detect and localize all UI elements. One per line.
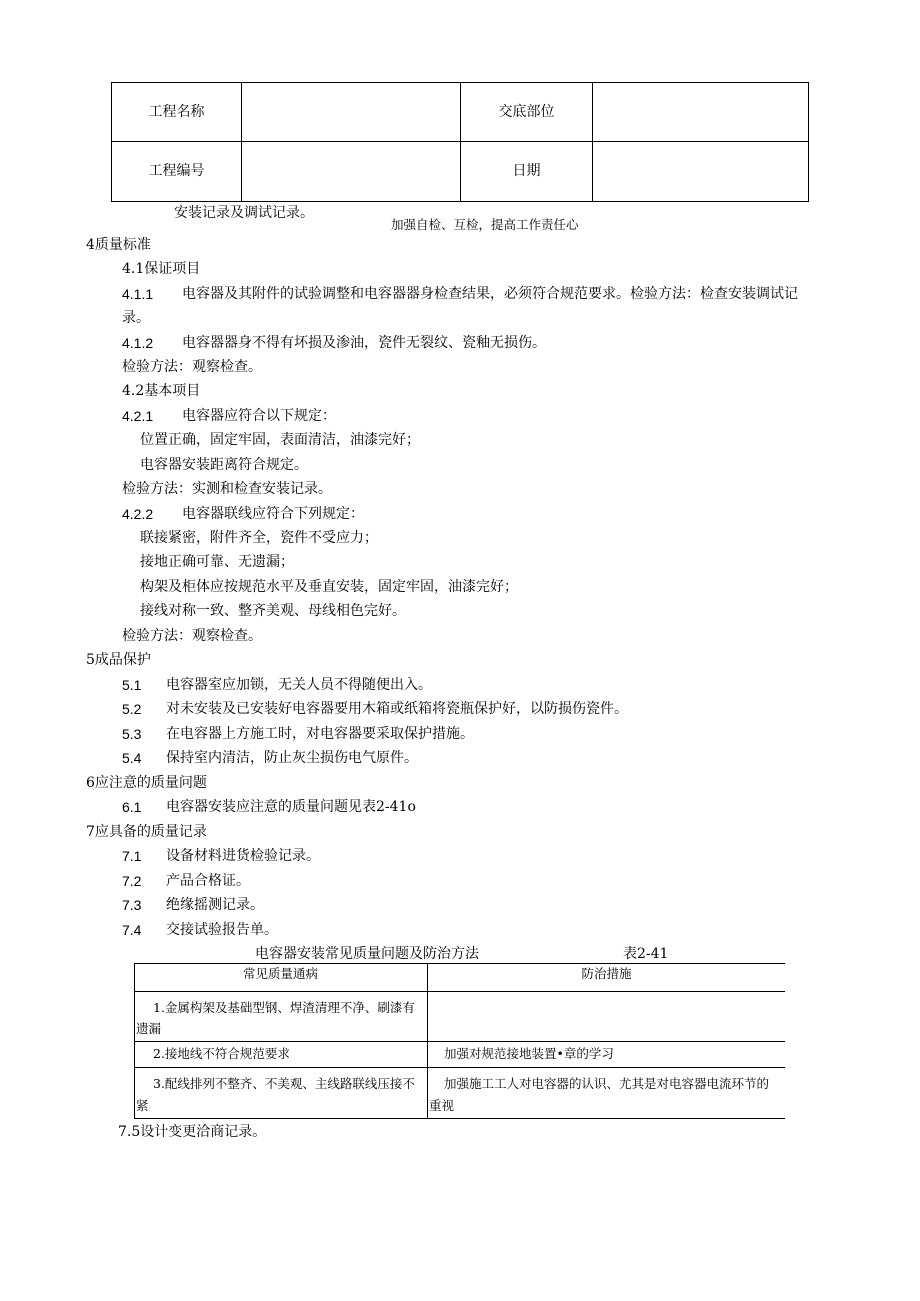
self-check-line: 加强自检、互检，提高工作责任心	[391, 217, 579, 232]
item-number: 5.2	[122, 701, 142, 717]
item-4-2-1-text: 电容器应符合以下规定：	[182, 408, 336, 424]
column-header-problem: 常见质量通病	[242, 966, 318, 981]
row3-problem-cont: 紧	[136, 1098, 149, 1113]
item-4-2-2-point: 联接紧密，附件齐全，瓷件不受应力；	[140, 530, 378, 546]
handover-part-label: 交底部位	[498, 104, 555, 120]
item-4-1-1-number: 4.1.1	[122, 286, 154, 302]
list-item: 交接试验报告单。	[166, 922, 278, 938]
item-number: 5.4	[122, 750, 142, 766]
list-item: 设备材料进货检验记录。	[166, 848, 320, 864]
date-label: 日期	[512, 163, 541, 179]
list-item: 电容器安装应注意的质量问题见表2-41o	[166, 799, 416, 815]
header-table-divider	[241, 83, 242, 201]
row2-measure: 加强对规范接地装置•章的学习	[444, 1046, 614, 1061]
item-4-1-2-text: 电容器器身不得有坏损及渗油，瓷件无裂纹、瓷釉无损伤。	[182, 335, 546, 351]
row1-problem-cont: 遗漏	[136, 1021, 162, 1036]
section-7-title: 7应具备的质量记录	[86, 824, 207, 840]
row1-problem: 1.金属构架及基础型钢、焊渣清理不净、刷漆有	[153, 1000, 415, 1015]
item-number: 5.1	[122, 677, 142, 693]
item-number: 7.1	[122, 848, 142, 864]
item-number: 7.4	[122, 922, 142, 938]
list-item: 保持室内清洁，防止灰尘损伤电气原件。	[166, 750, 418, 766]
section-6-title: 6应注意的质量问题	[86, 775, 207, 791]
table-rule	[134, 1041, 785, 1042]
item-4-2-2-number: 4.2.2	[122, 506, 154, 522]
header-table-row-divider	[112, 141, 808, 142]
list-item: 绝缘摇测记录。	[166, 897, 264, 913]
item-4-1-2-number: 4.1.2	[122, 335, 154, 351]
table-rule	[134, 1118, 785, 1119]
row3-measure: 加强施工工人对电容器的认识、尤其是对电容器电流环节的	[444, 1076, 770, 1091]
header-table-divider	[460, 83, 461, 201]
row3-measure-cont: 重视	[429, 1098, 455, 1113]
table-number: 表2-41	[623, 946, 669, 962]
table-caption: 电容器安装常见质量问题及防治方法	[255, 946, 479, 962]
install-record-line: 安装记录及调试记录。	[174, 205, 314, 221]
list-item: 产品合格证。	[166, 873, 250, 889]
item-4-2-1-point: 位置正确，固定牢固，表面清洁，油漆完好；	[140, 432, 420, 448]
item-7-5: 7.5设计变更洽商记录。	[118, 1124, 267, 1140]
item-4-2-1-point: 电容器安装距离符合规定。	[140, 457, 308, 473]
item-4-2-2-text: 电容器联线应符合下列规定：	[182, 506, 364, 522]
list-item: 在电容器上方施工时，对电容器要采取保护措施。	[166, 726, 474, 742]
item-4-2-2-method: 检验方法：观察检查。	[122, 628, 262, 644]
project-name-label: 工程名称	[148, 104, 205, 120]
table-rule	[134, 991, 785, 992]
item-4-2-2-point: 接地正确可靠、无遗漏；	[140, 554, 294, 570]
project-number-label: 工程编号	[148, 163, 205, 179]
list-item: 电容器室应加锁，无关人员不得随便出入。	[166, 677, 432, 693]
item-4-2-2-point: 构架及柜体应按规范水平及垂直安装，固定牢固，油漆完好；	[140, 579, 518, 595]
item-4-2-2-point: 接线对称一致、整齐美观、母线相色完好。	[140, 603, 406, 619]
item-number: 6.1	[122, 799, 142, 815]
quality-problem-table	[134, 963, 785, 1119]
header-table-divider	[592, 83, 593, 201]
item-4-1-2-method: 检验方法：观察检查。	[122, 359, 262, 375]
list-item: 对未安装及已安装好电容器要用木箱或纸箱将瓷瓶保护好，以防损伤瓷件。	[166, 701, 628, 717]
item-number: 5.3	[122, 726, 142, 742]
item-number: 7.3	[122, 897, 142, 913]
section-5-title: 5成品保护	[86, 652, 151, 668]
header-table	[111, 82, 809, 202]
item-number: 7.2	[122, 873, 142, 889]
table-rule	[134, 963, 785, 964]
item-4-2-1-number: 4.2.1	[122, 408, 154, 424]
item-4-1-1-text: 电容器及其附件的试验调整和电容器器身检查结果，必须符合规范要求。检验方法：检查安装调试记	[182, 286, 798, 302]
row2-problem: 2.接地线不符合规范要求	[153, 1046, 290, 1061]
section-4-1-title: 4.1保证项目	[122, 261, 201, 277]
row3-problem: 3.配线排列不整齐、不美观、主线路联线压接不	[153, 1076, 415, 1091]
item-4-2-1-method: 检验方法：实测和检查安装记录。	[122, 481, 332, 497]
table-rule	[134, 1067, 785, 1068]
table-rule	[134, 963, 135, 1119]
column-header-measure: 防治措施	[581, 966, 632, 981]
section-4-title: 4质量标准	[86, 237, 151, 253]
section-4-2-title: 4.2基本项目	[122, 383, 201, 399]
table-rule	[427, 963, 428, 1119]
item-4-1-1-continuation: 录。	[122, 310, 150, 326]
